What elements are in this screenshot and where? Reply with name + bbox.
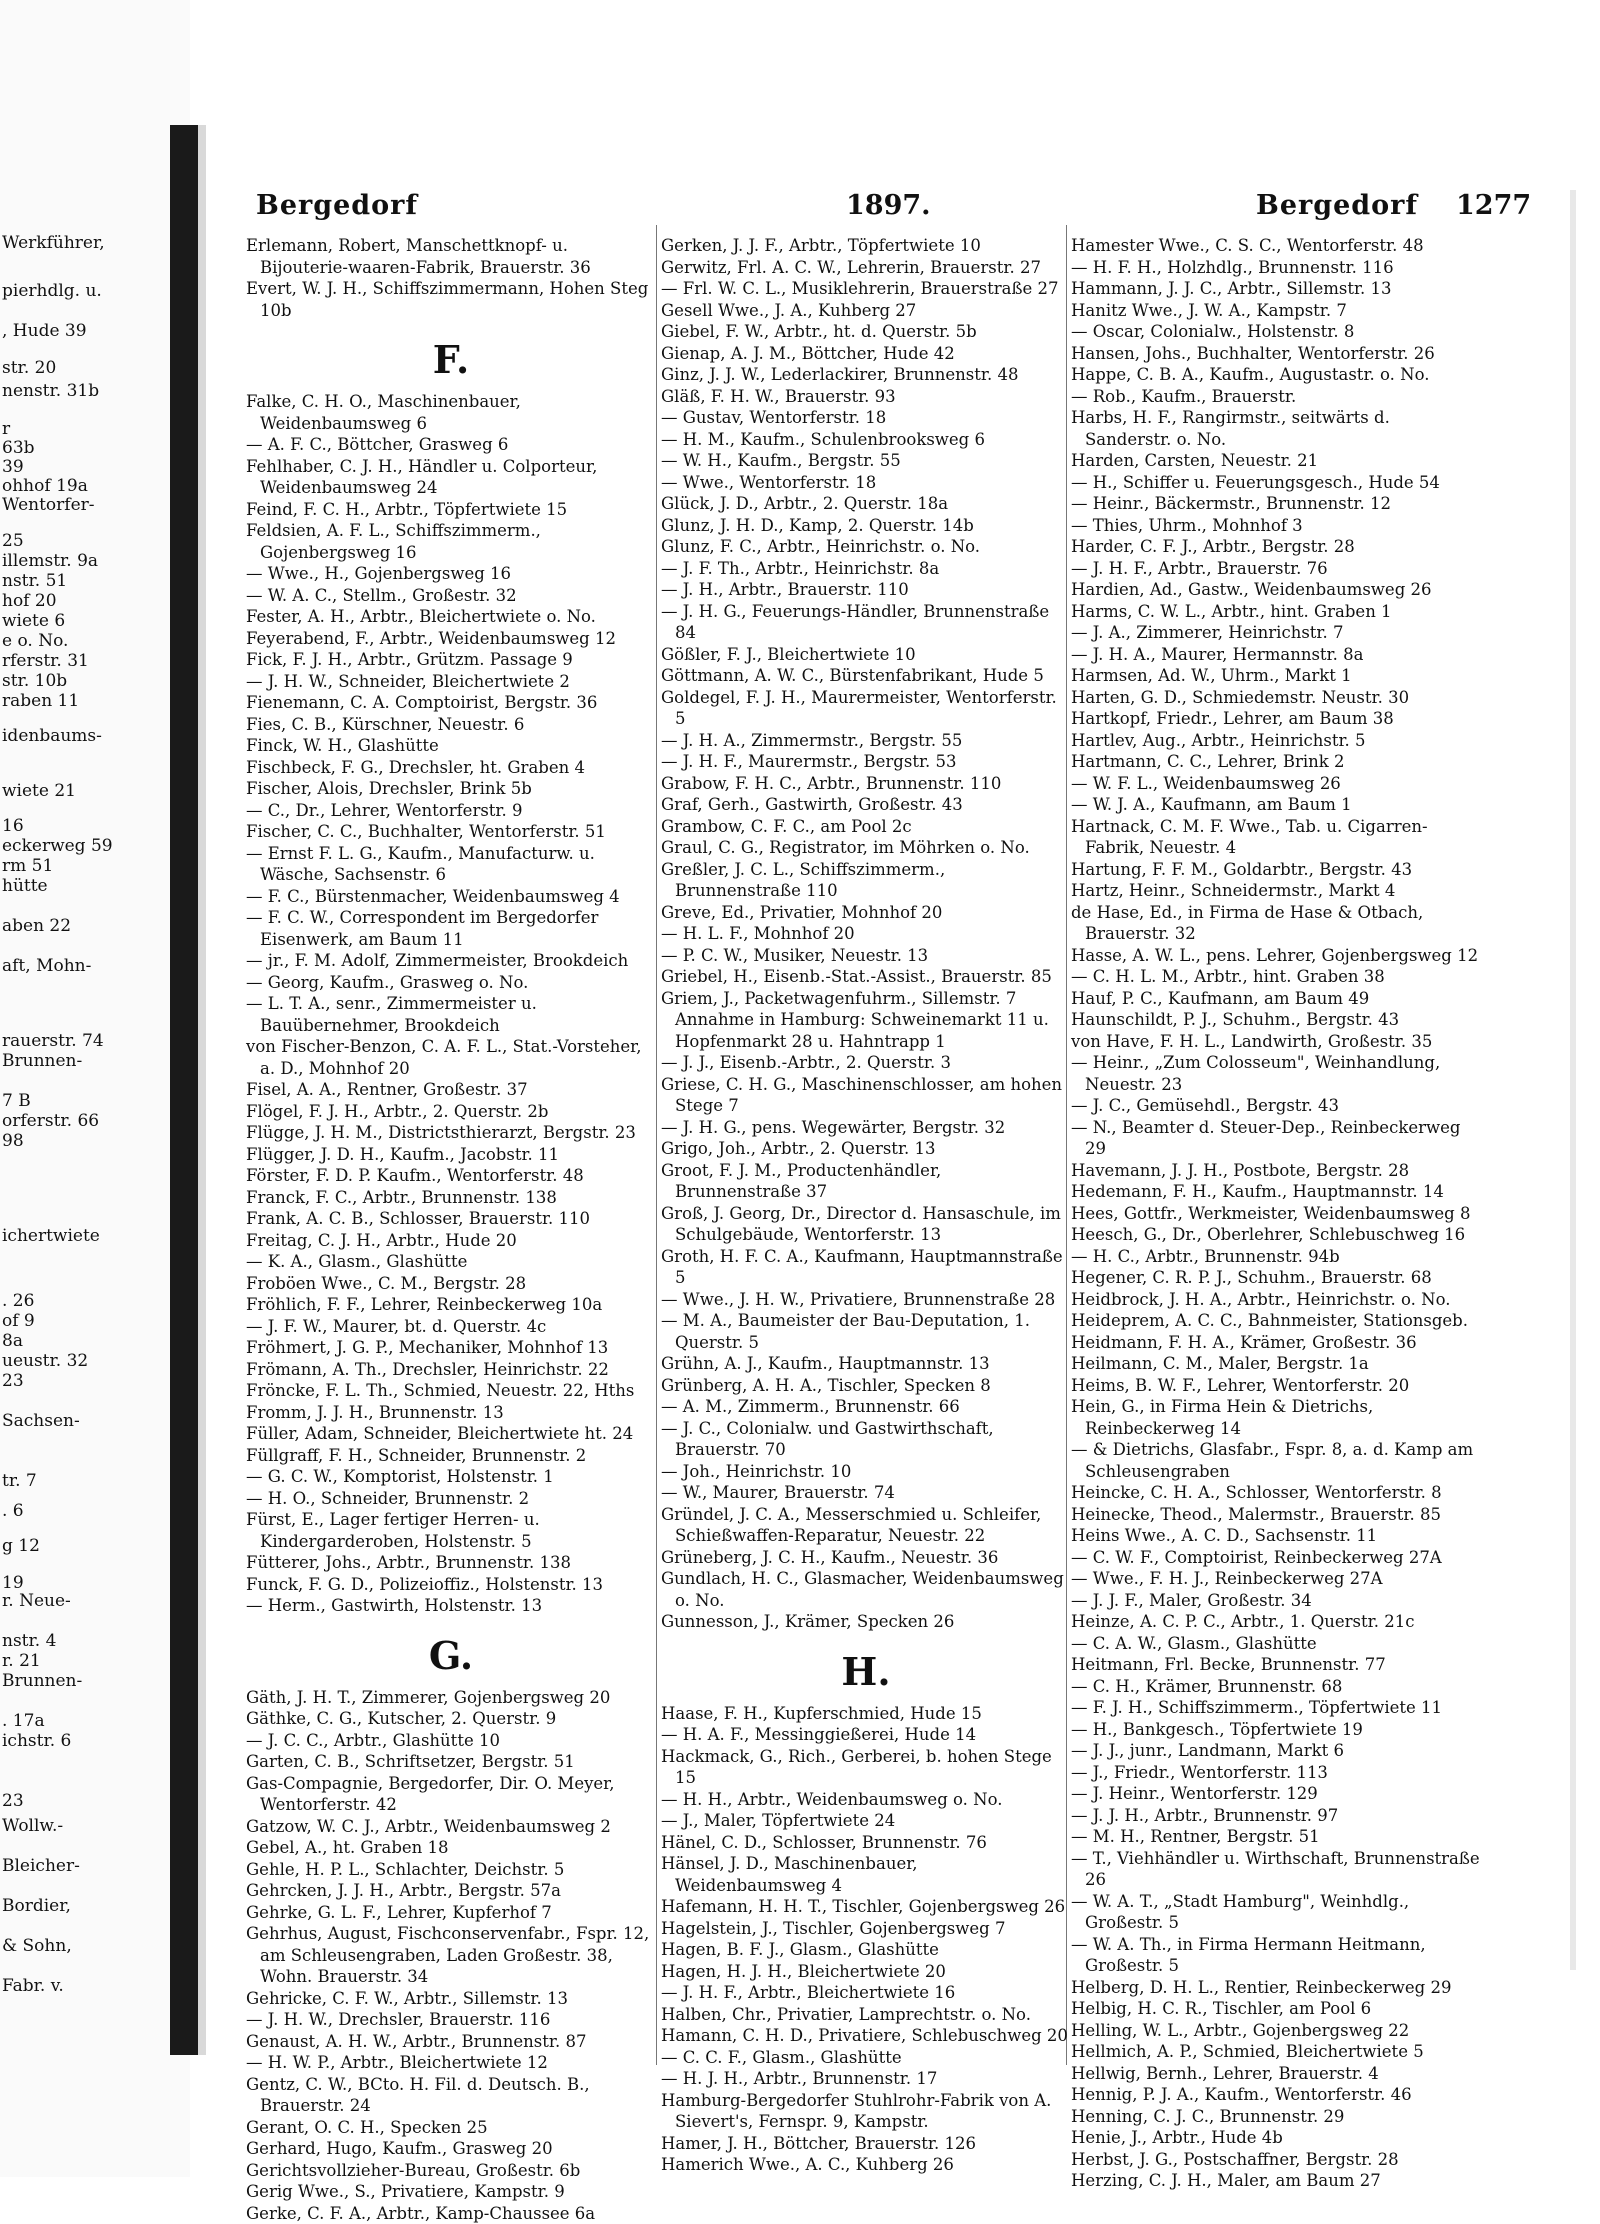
directory-entry: Gehrhus, August, Fischconservenfabr., Fspr. 12, am Schleusengraben, Laden Großestr. 38, Wohn. Brauerstr. 34 [246,1923,656,1988]
directory-entry: Füller, Adam, Schneider, Bleichertwiete ht. 24 [246,1423,656,1445]
directory-entry: — J. H. A., Maurer, Hermannstr. 8a [1071,644,1481,666]
directory-entry: — C., Dr., Lehrer, Wentorferstr. 9 [246,800,656,822]
previous-page-gutter [0,0,190,2177]
directory-entry: Genaust, A. H. W., Arbtr., Brunnenstr. 87 [246,2031,656,2053]
page-edge [1570,190,1576,1970]
directory-entry: Gerwitz, Frl. A. C. W., Lehrerin, Brauerstr. 27 [661,257,1071,279]
directory-entry: — Gustav, Wentorferstr. 18 [661,407,1071,429]
directory-entry: Fester, A. H., Arbtr., Bleichertwiete o. No. [246,606,656,628]
directory-entry: — J. H. F., Maurermstr., Bergstr. 53 [661,751,1071,773]
directory-entry: Graf, Gerh., Gastwirth, Großestr. 43 [661,794,1071,816]
directory-entry: Gerken, J. J. F., Arbtr., Töpfertwiete 10 [661,235,1071,257]
directory-entry: Heincke, C. H. A., Schlosser, Wentorferstr. 8 [1071,1482,1481,1504]
directory-entry: — F. J. H., Schiffszimmerm., Töpfertwiete 11 [1071,1697,1481,1719]
directory-entry: de Hase, Ed., in Firma de Hase & Otbach, Brauerstr. 32 [1071,902,1481,945]
directory-entry: Heidmann, F. H. A., Krämer, Großestr. 36 [1071,1332,1481,1354]
directory-entry: Hartmann, C. C., Lehrer, Brink 2 [1071,751,1481,773]
directory-entry: — J. H. W., Drechsler, Brauerstr. 116 [246,2009,656,2031]
gutter-line: eckerweg 59 [2,835,113,857]
directory-entry: Heesch, G., Dr., Oberlehrer, Schlebuschweg 16 [1071,1224,1481,1246]
gutter-line: nstr. 51 [2,570,67,592]
directory-entry: Hauf, P. C., Kaufmann, am Baum 49 [1071,988,1481,1010]
directory-entry: — Wwe., F. H. J., Reinbeckerweg 27A [1071,1568,1481,1590]
gutter-line: 63b [2,437,35,459]
directory-entry: — jr., F. M. Adolf, Zimmermeister, Brookdeich [246,950,656,972]
directory-entry: Fromm, J. J. H., Brunnenstr. 13 [246,1402,656,1424]
gutter-line: r [2,418,10,440]
gutter-line: Sachsen- [2,1410,80,1432]
directory-entry: Hänsel, J. D., Maschinenbauer, Weidenbaumsweg 4 [661,1853,1071,1896]
directory-entry: Gründel, J. C. A., Messerschmied u. Schleifer, Schießwaffen-Reparatur, Neuestr. 22 [661,1504,1071,1547]
directory-entry: Fienemann, C. A. Comptoirist, Bergstr. 36 [246,692,656,714]
gutter-line: Bordier, [2,1895,71,1917]
gutter-line: ichertwiete [2,1225,100,1247]
directory-entry: Gunnesson, J., Krämer, Specken 26 [661,1611,1071,1633]
directory-entry: — A. F. C., Böttcher, Grasweg 6 [246,434,656,456]
directory-entry: Heinze, A. C. P. C., Arbtr., 1. Querstr. 21c [1071,1611,1481,1633]
gutter-line: tr. 7 [2,1470,37,1492]
directory-entry: Griebel, H., Eisenb.-Stat.-Assist., Brauerstr. 85 [661,966,1071,988]
directory-entry: Frank, A. C. B., Schlosser, Brauerstr. 110 [246,1208,656,1230]
directory-entry: Groot, F. J. M., Productenhändler, Brunnenstraße 37 [661,1160,1071,1203]
directory-entry: — N., Beamter d. Steuer-Dep., Reinbeckerweg 29 [1071,1117,1481,1160]
gutter-line: illemstr. 9a [2,550,98,572]
gutter-line: r. 21 [2,1650,41,1672]
directory-entry: — J. C., Colonialw. und Gastwirthschaft, Brauerstr. 70 [661,1418,1071,1461]
directory-entry: — H. L. F., Mohnhof 20 [661,923,1071,945]
directory-entry: — W. F. L., Weidenbaumsweg 26 [1071,773,1481,795]
directory-entry: Hammann, J. J. C., Arbtr., Sillemstr. 13 [1071,278,1481,300]
directory-entry: Greßler, J. C. L., Schiffszimmerm., Brunnenstraße 110 [661,859,1071,902]
gutter-line: 39 [2,456,24,478]
directory-entry: Gehrcken, J. J. H., Arbtr., Bergstr. 57a [246,1880,656,1902]
directory-entry: Graul, C. G., Registrator, im Möhrken o. No. [661,837,1071,859]
directory-entry: Finck, W. H., Glashütte [246,735,656,757]
gutter-line: 23 [2,1790,24,1812]
directory-entry: Fischer, C. C., Buchhalter, Wentorferstr. 51 [246,821,656,843]
gutter-line: rauerstr. 74 [2,1030,104,1052]
directory-entry: Hein, G., in Firma Hein & Dietrichs, Reinbeckerweg 14 [1071,1396,1481,1439]
directory-entry: Grambow, C. F. C., am Pool 2c [661,816,1071,838]
directory-entry: — W., Maurer, Brauerstr. 74 [661,1482,1071,1504]
directory-entry: — J., Friedr., Wentorferstr. 113 [1071,1762,1481,1784]
directory-entry: Freitag, C. J. H., Arbtr., Hude 20 [246,1230,656,1252]
gutter-line: 19 [2,1572,24,1594]
directory-entry: Fischer, Alois, Drechsler, Brink 5b [246,778,656,800]
column-left [246,235,656,2224]
directory-entry: Franck, F. C., Arbtr., Brunnenstr. 138 [246,1187,656,1209]
gutter-line: Wentorfer- [2,494,95,516]
directory-entry: — J. H. G., pens. Wegewärter, Bergstr. 32 [661,1117,1071,1139]
directory-entry: Glück, J. D., Arbtr., 2. Querstr. 18a [661,493,1071,515]
directory-entry: Göttmann, A. W. C., Bürstenfabrikant, Hude 5 [661,665,1071,687]
directory-entry: — M. A., Baumeister der Bau-Deputation, 1. Querstr. 5 [661,1310,1071,1353]
directory-entry: Gehle, H. P. L., Schlachter, Deichstr. 5 [246,1859,656,1881]
directory-entry: Hamester Wwe., C. S. C., Wentorferstr. 48 [1071,235,1481,257]
directory-entry: Hänel, C. D., Schlosser, Brunnenstr. 76 [661,1832,1071,1854]
directory-entry: Hagelstein, J., Tischler, Gojenbergsweg 7 [661,1918,1071,1940]
directory-entry: — W. A. C., Stellm., Großestr. 32 [246,585,656,607]
directory-entry: — J. C., Gemüsehdl., Bergstr. 43 [1071,1095,1481,1117]
directory-entry: Flügge, J. H. M., Districtsthierarzt, Bergstr. 23 [246,1122,656,1144]
directory-entry: Gäth, J. H. T., Zimmerer, Gojenbergsweg 20 [246,1687,656,1709]
gutter-line: Bleicher- [2,1855,80,1877]
gutter-line: g 12 [2,1535,40,1557]
directory-entry: Hartnack, C. M. F. Wwe., Tab. u. Cigarren-Fabrik, Neuestr. 4 [1071,816,1481,859]
directory-entry: Hagen, B. F. J., Glasm., Glashütte [661,1939,1071,1961]
directory-entry: Hafemann, H. H. T., Tischler, Gojenbergsweg 26 [661,1896,1071,1918]
directory-entry: — K. A., Glasm., Glashütte [246,1251,656,1273]
directory-entry: Glunz, J. H. D., Kamp, 2. Querstr. 14b [661,515,1071,537]
section-letter: H. [661,1651,1071,1693]
directory-entry: Fröncke, F. L. Th., Schmied, Neuestr. 22, Hths [246,1380,656,1402]
gutter-line: ohhof 19a [2,475,88,497]
directory-entry: — A. M., Zimmerm., Brunnenstr. 66 [661,1396,1071,1418]
directory-entry: — T., Viehhändler u. Wirthschaft, Brunnenstraße 26 [1071,1848,1481,1891]
gutter-line: Fabr. v. [2,1975,64,1997]
directory-entry: — M. H., Rentner, Bergstr. 51 [1071,1826,1481,1848]
gutter-line: Brunnen- [2,1670,82,1692]
directory-entry: Gerhard, Hugo, Kaufm., Grasweg 20 [246,2138,656,2160]
gutter-line: ueustr. 32 [2,1350,88,1372]
gutter-line: 7 B [2,1090,31,1112]
directory-entry: — C. A. W., Glasm., Glashütte [1071,1633,1481,1655]
directory-entry: Fehlhaber, C. J. H., Händler u. Colporteur, Weidenbaumsweg 24 [246,456,656,499]
directory-entry: Hamer, J. H., Böttcher, Brauerstr. 126 [661,2133,1071,2155]
directory-entry: — C. H. L. M., Arbtr., hint. Graben 38 [1071,966,1481,988]
directory-entry: — W. J. A., Kaufmann, am Baum 1 [1071,794,1481,816]
directory-entry: — Heinr., „Zum Colosseum", Weinhandlung, Neuestr. 23 [1071,1052,1481,1095]
directory-entry: Grünberg, A. H. A., Tischler, Specken 8 [661,1375,1071,1397]
header-right-title: Bergedorf [1256,190,1418,221]
column-divider [656,225,657,2065]
page-number: 1277 [1456,190,1531,221]
header-left-title: Bergedorf [256,190,418,221]
directory-page [206,130,1600,2130]
directory-entry: Gehrke, G. L. F., Lehrer, Kupferhof 7 [246,1902,656,1924]
directory-entry: Feldsien, A. F. L., Schiffszimmerm., Gojenbergsweg 16 [246,520,656,563]
directory-entry: Halben, Chr., Privatier, Lamprechtstr. o. No. [661,2004,1071,2026]
directory-entry: — H. C., Arbtr., Brunnenstr. 94b [1071,1246,1481,1268]
gutter-line: & Sohn, [2,1935,72,1957]
directory-entry: Heidbrock, J. H. A., Arbtr., Heinrichstr. o. No. [1071,1289,1481,1311]
directory-entry: Gerichtsvollzieher-Bureau, Großestr. 6b [246,2160,656,2182]
gutter-line: str. 10b [2,670,67,692]
directory-entry: — Herm., Gastwirth, Holstenstr. 13 [246,1595,656,1617]
directory-entry: — W. A. T., „Stadt Hamburg", Weinhdlg., Großestr. 5 [1071,1891,1481,1934]
directory-entry: — H. H., Arbtr., Weidenbaumsweg o. No. [661,1789,1071,1811]
directory-entry: Hartkopf, Friedr., Lehrer, am Baum 38 [1071,708,1481,730]
directory-entry: — J. J., Eisenb.-Arbtr., 2. Querstr. 3 [661,1052,1071,1074]
directory-entry: Greve, Ed., Privatier, Mohnhof 20 [661,902,1071,924]
directory-entry: Hackmack, G., Rich., Gerberei, b. hohen Stege 15 [661,1746,1071,1789]
directory-entry: Fischbeck, F. G., Drechsler, ht. Graben 4 [246,757,656,779]
section-letter: G. [246,1635,656,1677]
gutter-line: nstr. 4 [2,1630,56,1652]
gutter-line: wiete 6 [2,610,65,632]
directory-entry: Heims, B. W. F., Lehrer, Wentorferstr. 20 [1071,1375,1481,1397]
directory-entry: — Rob., Kaufm., Brauerstr. [1071,386,1481,408]
directory-entry: Froböen Wwe., C. M., Bergstr. 28 [246,1273,656,1295]
directory-entry: Gebel, A., ht. Graben 18 [246,1837,656,1859]
directory-entry: Glunz, F. C., Arbtr., Heinrichstr. o. No. [661,536,1071,558]
directory-entry: Flögel, F. J. H., Arbtr., 2. Querstr. 2b [246,1101,656,1123]
gutter-line: orferstr. 66 [2,1110,99,1132]
directory-entry: Hedemann, F. H., Kaufm., Hauptmannstr. 14 [1071,1181,1481,1203]
gutter-line: 98 [2,1130,24,1152]
directory-entry: — H. M., Kaufm., Schulenbrooksweg 6 [661,429,1071,451]
gutter-line: wiete 21 [2,780,76,802]
directory-entry: — Georg, Kaufm., Grasweg o. No. [246,972,656,994]
directory-entry: — W. H., Kaufm., Bergstr. 55 [661,450,1071,472]
directory-entry: Evert, W. J. H., Schiffszimmermann, Hohen Steg 10b [246,278,656,321]
directory-entry: Griem, J., Packetwagenfuhrm., Sillemstr. 7 Annahme in Hamburg: Schweinemarkt 11 u. Hopfenmarkt 28 u. Hahntrapp 1 [661,988,1071,1053]
directory-entry: Fies, C. B., Kürschner, Neuestr. 6 [246,714,656,736]
directory-entry: Hartlev, Aug., Arbtr., Heinrichstr. 5 [1071,730,1481,752]
gutter-line: 16 [2,815,24,837]
gutter-line: e o. No. [2,630,68,652]
directory-entry: Heitmann, Frl. Becke, Brunnenstr. 77 [1071,1654,1481,1676]
directory-entry: — C. H., Krämer, Brunnenstr. 68 [1071,1676,1481,1698]
directory-entry: Flügger, J. D. H., Kaufm., Jacobstr. 11 [246,1144,656,1166]
gutter-line: pierhdlg. u. [2,280,102,302]
directory-entry: — J. H. G., Feuerungs-Händler, Brunnenstraße 84 [661,601,1071,644]
directory-entry: Harden, Carsten, Neuestr. 21 [1071,450,1481,472]
directory-entry: — J. J. F., Maler, Großestr. 34 [1071,1590,1481,1612]
gutter-line: 23 [2,1370,24,1392]
directory-entry: Griese, C. H. G., Maschinenschlosser, am hohen Stege 7 [661,1074,1071,1117]
directory-entry: Hellwig, Bernh., Lehrer, Brauerstr. 4 [1071,2063,1481,2085]
directory-entry: Harten, G. D., Schmiedemstr. Neustr. 30 [1071,687,1481,709]
directory-entry: — J., Maler, Töpfertwiete 24 [661,1810,1071,1832]
directory-entry: — H., Schiffer u. Feuerungsgesch., Hude 54 [1071,472,1481,494]
directory-entry: — J. C. C., Arbtr., Glashütte 10 [246,1730,656,1752]
directory-entry: Hartung, F. F. M., Goldarbtr., Bergstr. 43 [1071,859,1481,881]
directory-entry: — P. C. W., Musiker, Neuestr. 13 [661,945,1071,967]
directory-entry: Förster, F. D. P. Kaufm., Wentorferstr. 48 [246,1165,656,1187]
directory-entry: Gienap, A. J. M., Böttcher, Hude 42 [661,343,1071,365]
directory-entry: — J. H., Arbtr., Brauerstr. 110 [661,579,1071,601]
directory-entry: — J. F. W., Maurer, bt. d. Querstr. 4c [246,1316,656,1338]
gutter-line: raben 11 [2,690,79,712]
directory-entry: Haase, F. H., Kupferschmied, Hude 15 [661,1703,1071,1725]
directory-entry: Grühn, A. J., Kaufm., Hauptmannstr. 13 [661,1353,1071,1375]
gutter-line: ichstr. 6 [2,1730,71,1752]
column-right [1071,235,1481,2192]
binding-shadow [198,125,206,2055]
gutter-line: . 6 [2,1500,24,1522]
directory-entry: — H., Bankgesch., Töpfertwiete 19 [1071,1719,1481,1741]
directory-entry: — F. C., Bürstenmacher, Weidenbaumsweg 4 [246,886,656,908]
directory-entry: — J. J., junr., Landmann, Markt 6 [1071,1740,1481,1762]
directory-entry: Gößler, F. J., Bleichertwiete 10 [661,644,1071,666]
directory-entry: von Have, F. H. L., Landwirth, Großestr. 35 [1071,1031,1481,1053]
directory-entry: Hennig, P. J. A., Kaufm., Wentorferstr. 46 [1071,2084,1481,2106]
directory-entry: — Joh., Heinrichstr. 10 [661,1461,1071,1483]
gutter-line: , Hude 39 [2,320,87,342]
directory-entry: Hanitz Wwe., J. W. A., Kampstr. 7 [1071,300,1481,322]
gutter-line: 25 [2,530,24,552]
directory-entry: Hamerich Wwe., A. C., Kuhberg 26 [661,2154,1071,2176]
gutter-line: idenbaums- [2,725,102,747]
gutter-line: hütte [2,875,48,897]
directory-entry: Giebel, F. W., Arbtr., ht. d. Querstr. 5b [661,321,1071,343]
directory-entry: — H. W. P., Arbtr., Bleichertwiete 12 [246,2052,656,2074]
directory-entry: Hardien, Ad., Gastw., Weidenbaumsweg 26 [1071,579,1481,601]
directory-entry: Gerke, C. F. A., Arbtr., Kamp-Chaussee 6a [246,2203,656,2224]
directory-entry: Hagen, H. J. H., Bleichertwiete 20 [661,1961,1071,1983]
directory-entry: Groß, J. Georg, Dr., Director d. Hansaschule, im Schulgebäude, Wentorferstr. 13 [661,1203,1071,1246]
directory-entry: Happe, C. B. A., Kaufm., Augustastr. o. No. [1071,364,1481,386]
directory-entry: Hellmich, A. P., Schmied, Bleichertwiete 5 [1071,2041,1481,2063]
directory-entry: — C. W. F., Comptoirist, Reinbeckerweg 27A [1071,1547,1481,1569]
directory-entry: Hansen, Johs., Buchhalter, Wentorferstr. 26 [1071,343,1481,365]
gutter-line: Wollw.- [2,1815,63,1837]
directory-entry: Garten, C. B., Schriftsetzer, Bergstr. 51 [246,1751,656,1773]
directory-entry: Gläß, F. H. W., Brauerstr. 93 [661,386,1071,408]
directory-entry: — Oscar, Colonialw., Holstenstr. 8 [1071,321,1481,343]
gutter-line: r. Neue- [2,1590,71,1612]
directory-entry: Heinecke, Theod., Malermstr., Brauerstr. 85 [1071,1504,1481,1526]
gutter-line: Werkführer, [2,232,105,254]
gutter-line: 8a [2,1330,23,1352]
gutter-line: nenstr. 31b [2,380,99,402]
directory-entry: — Wwe., Wentorferstr. 18 [661,472,1071,494]
directory-entry: Hartz, Heinr., Schneidermstr., Markt 4 [1071,880,1481,902]
directory-entry: Fröhlich, F. F., Lehrer, Reinbeckerweg 10a [246,1294,656,1316]
directory-entry: — J. J. H., Arbtr., Brunnenstr. 97 [1071,1805,1481,1827]
directory-entry: Gatzow, W. C. J., Arbtr., Weidenbaumsweg 2 [246,1816,656,1838]
directory-entry: — J. H. W., Schneider, Bleichertwiete 2 [246,671,656,693]
directory-entry: — Wwe., H., Gojenbergsweg 16 [246,563,656,585]
directory-entry: Füllgraff, F. H., Schneider, Brunnenstr. 2 [246,1445,656,1467]
directory-entry: — W. A. Th., in Firma Hermann Heitmann, Großestr. 5 [1071,1934,1481,1977]
gutter-line: hof 20 [2,590,57,612]
directory-entry: Erlemann, Robert, Manschettknopf- u. Bijouterie-waaren-Fabrik, Brauerstr. 36 [246,235,656,278]
directory-entry: Harder, C. F. J., Arbtr., Bergstr. 28 [1071,536,1481,558]
directory-entry: — G. C. W., Komptorist, Holstenstr. 1 [246,1466,656,1488]
gutter-line: aft, Mohn- [2,955,91,977]
gutter-line: . 17a [2,1710,45,1732]
gutter-line: . 26 [2,1290,34,1312]
directory-entry: — H. O., Schneider, Brunnenstr. 2 [246,1488,656,1510]
directory-entry: Helberg, D. H. L., Rentier, Reinbeckerweg 29 [1071,1977,1481,1999]
gutter-line: of 9 [2,1310,35,1332]
gutter-line: aben 22 [2,915,71,937]
directory-entry: Fröhmert, J. G. P., Mechaniker, Mohnhof 13 [246,1337,656,1359]
gutter-line: rferstr. 31 [2,650,89,672]
directory-entry: Gundlach, H. C., Glasmacher, Weidenbaumsweg o. No. [661,1568,1071,1611]
gutter-line: str. 20 [2,357,56,379]
directory-entry: Fütterer, Johs., Arbtr., Brunnenstr. 138 [246,1552,656,1574]
directory-entry: — Frl. W. C. L., Musiklehrerin, Brauerstraße 27 [661,278,1071,300]
directory-entry: Fürst, E., Lager fertiger Herren- u. Kindergarderoben, Holstenstr. 5 [246,1509,656,1552]
directory-entry: Hamburg-Bergedorfer Stuhlrohr-Fabrik von A. Sievert's, Fernspr. 9, Kampstr. [661,2090,1071,2133]
directory-entry: Heins Wwe., A. C. D., Sachsenstr. 11 [1071,1525,1481,1547]
directory-entry: — Wwe., J. H. W., Privatiere, Brunnenstraße 28 [661,1289,1071,1311]
directory-entry: — L. T. A., senr., Zimmermeister u. Bauübernehmer, Brookdeich [246,993,656,1036]
directory-entry: Grigo, Joh., Arbtr., 2. Querstr. 13 [661,1138,1071,1160]
directory-entry: — J. H. A., Zimmermstr., Bergstr. 55 [661,730,1071,752]
directory-entry: Feyerabend, F., Arbtr., Weidenbaumsweg 12 [246,628,656,650]
directory-entry: Harms, C. W. L., Arbtr., hint. Graben 1 [1071,601,1481,623]
directory-entry: Harmsen, Ad. W., Uhrm., Markt 1 [1071,665,1481,687]
directory-entry: Groth, H. F. C. A., Kaufmann, Hauptmannstraße 5 [661,1246,1071,1289]
directory-entry: — & Dietrichs, Glasfabr., Fspr. 8, a. d. Kamp am Schleusengraben [1071,1439,1481,1482]
directory-entry: — Thies, Uhrm., Mohnhof 3 [1071,515,1481,537]
directory-entry: Havemann, J. J. H., Postbote, Bergstr. 28 [1071,1160,1481,1182]
gutter-line: Brunnen- [2,1050,82,1072]
directory-entry: Fisel, A. A., Rentner, Großestr. 37 [246,1079,656,1101]
directory-entry: — H. J. H., Arbtr., Brunnenstr. 17 [661,2068,1071,2090]
directory-entry: Gerant, O. C. H., Specken 25 [246,2117,656,2139]
column-middle [661,235,1071,2176]
directory-entry: — C. C. F., Glasm., Glashütte [661,2047,1071,2069]
directory-entry: Gäthke, C. G., Kutscher, 2. Querstr. 9 [246,1708,656,1730]
directory-entry: — F. C. W., Correspondent im Bergedorfer Eisenwerk, am Baum 11 [246,907,656,950]
directory-entry: Henie, J., Arbtr., Hude 4b [1071,2127,1481,2149]
directory-entry: — J. H. F., Arbtr., Bleichertwiete 16 [661,1982,1071,2004]
directory-entry: Herbst, J. G., Postschaffner, Bergstr. 28 [1071,2149,1481,2171]
directory-entry: — H. A. F., Messinggießerei, Hude 14 [661,1724,1071,1746]
section-letter: F. [246,339,656,381]
directory-entry: Haunschildt, P. J., Schuhm., Bergstr. 43 [1071,1009,1481,1031]
directory-entry: Heilmann, C. M., Maler, Bergstr. 1a [1071,1353,1481,1375]
directory-entry: — Heinr., Bäckermstr., Brunnenstr. 12 [1071,493,1481,515]
directory-entry: Hasse, A. W. L., pens. Lehrer, Gojenbergsweg 12 [1071,945,1481,967]
directory-entry: Harbs, H. F., Rangirmstr., seitwärts d. Sanderstr. o. No. [1071,407,1481,450]
directory-entry: Gerig Wwe., S., Privatiere, Kampstr. 9 [246,2181,656,2203]
directory-entry: Hegener, C. R. P. J., Schuhm., Brauerstr. 68 [1071,1267,1481,1289]
directory-entry: Funck, F. G. D., Polizeioffiz., Holstenstr. 13 [246,1574,656,1596]
directory-entry: — J. Heinr., Wentorferstr. 129 [1071,1783,1481,1805]
directory-entry: — J. A., Zimmerer, Heinrichstr. 7 [1071,622,1481,644]
directory-entry: Herzing, C. J. H., Maler, am Baum 27 [1071,2170,1481,2192]
book-binding [170,125,198,2055]
directory-entry: Gehricke, C. F. W., Arbtr., Sillemstr. 13 [246,1988,656,2010]
directory-entry: Gas-Compagnie, Bergedorfer, Dir. O. Meyer, Wentorferstr. 42 [246,1773,656,1816]
directory-entry: — H. F. H., Holzhdlg., Brunnenstr. 116 [1071,257,1481,279]
directory-entry: Heideprem, A. C. C., Bahnmeister, Stationsgeb. [1071,1310,1481,1332]
directory-entry: Frömann, A. Th., Drechsler, Heinrichstr. 22 [246,1359,656,1381]
directory-entry: Grabow, F. H. C., Arbtr., Brunnenstr. 110 [661,773,1071,795]
directory-entry: Gentz, C. W., BCto. H. Fil. d. Deutsch. B., Brauerstr. 24 [246,2074,656,2117]
gutter-line: rm 51 [2,855,53,877]
directory-entry: Gesell Wwe., J. A., Kuhberg 27 [661,300,1071,322]
directory-entry: Helling, W. L., Arbtr., Gojenbergsweg 22 [1071,2020,1481,2042]
directory-entry: von Fischer-Benzon, C. A. F. L., Stat.-Vorsteher, a. D., Mohnhof 20 [246,1036,656,1079]
directory-entry: Goldegel, F. J. H., Maurermeister, Wentorferstr. 5 [661,687,1071,730]
directory-entry: Feind, F. C. H., Arbtr., Töpfertwiete 15 [246,499,656,521]
header-year: 1897. [846,190,931,221]
directory-entry: Helbig, H. C. R., Tischler, am Pool 6 [1071,1998,1481,2020]
directory-entry: Fick, F. J. H., Arbtr., Grützm. Passage 9 [246,649,656,671]
directory-entry: — J. H. F., Arbtr., Brauerstr. 76 [1071,558,1481,580]
directory-entry: Grüneberg, J. C. H., Kaufm., Neuestr. 36 [661,1547,1071,1569]
directory-entry: Falke, C. H. O., Maschinenbauer, Weidenbaumsweg 6 [246,391,656,434]
directory-entry: — Ernst F. L. G., Kaufm., Manufacturw. u. Wäsche, Sachsenstr. 6 [246,843,656,886]
directory-entry: Henning, C. J. C., Brunnenstr. 29 [1071,2106,1481,2128]
directory-entry: Hees, Gottfr., Werkmeister, Weidenbaumsweg 8 [1071,1203,1481,1225]
directory-entry: — J. F. Th., Arbtr., Heinrichstr. 8a [661,558,1071,580]
directory-entry: Ginz, J. J. W., Lederlackirer, Brunnenstr. 48 [661,364,1071,386]
page-header [256,190,1526,230]
directory-entry: Hamann, C. H. D., Privatiere, Schlebuschweg 20 [661,2025,1071,2047]
